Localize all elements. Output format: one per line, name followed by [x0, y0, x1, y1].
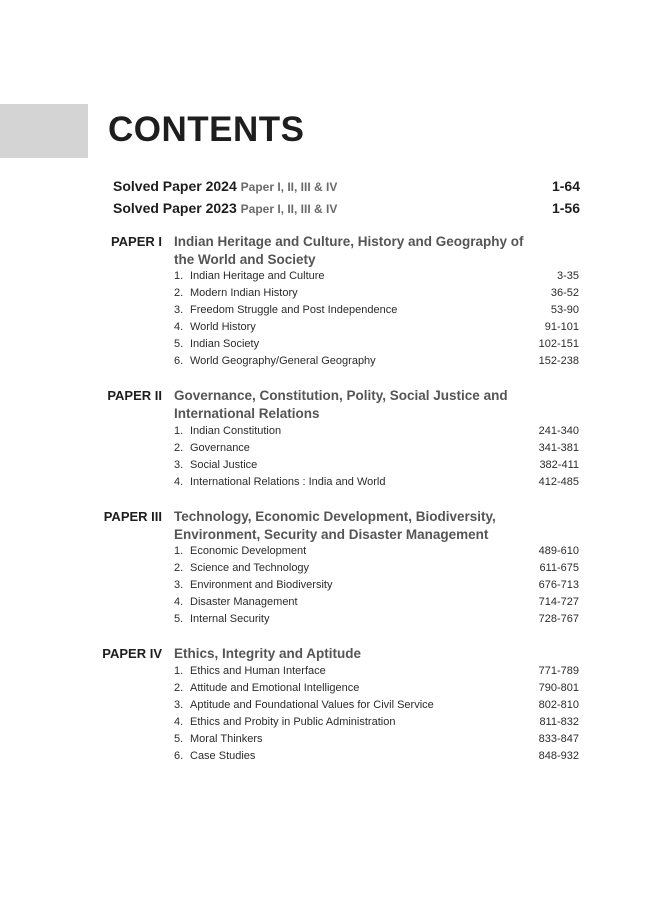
chapter-row[interactable]	[174, 680, 579, 697]
chapter-pages: 790-801	[538, 682, 579, 694]
paper-heading-line: Governance, Constitution, Polity, Social Justice and	[174, 388, 508, 403]
chapter-number: 3.	[174, 459, 184, 471]
paper-2-label: PAPER II	[107, 388, 162, 403]
solved-paper-pages: 1-64	[551, 178, 580, 194]
chapter-title: Aptitude and Foundational Values for Civil Service	[190, 699, 434, 711]
chapter-title: Indian Heritage and Culture	[190, 270, 325, 282]
chapter-number: 1.	[174, 545, 184, 557]
chapter-row[interactable]	[174, 285, 579, 302]
chapter-pages: 3-35	[556, 270, 579, 282]
chapter-row[interactable]	[174, 440, 579, 457]
paper-heading-line: Indian Heritage and Culture, History and Geography of	[174, 234, 524, 249]
paper-4-heading	[174, 645, 544, 663]
paper-heading-line: the World and Society	[174, 252, 316, 267]
chapter-title: Freedom Struggle and Post Independence	[190, 304, 398, 316]
solved-paper-sub: Paper I, II, III & IV	[240, 202, 338, 216]
chapter-title: Governance	[190, 442, 250, 454]
chapter-row[interactable]	[174, 457, 579, 474]
paper-heading-line: International Relations	[174, 406, 320, 421]
paper-heading-line: Environment, Security and Disaster Management	[174, 527, 489, 542]
chapter-title: Economic Development	[190, 545, 307, 557]
chapter-title: Case Studies	[190, 750, 256, 762]
chapter-pages: 91-101	[544, 321, 579, 333]
chapter-number: 2.	[174, 682, 184, 694]
chapter-number: 6.	[174, 750, 184, 762]
solved-paper-2023-row[interactable]	[113, 200, 580, 216]
solved-paper-pages: 1-56	[551, 200, 580, 216]
paper-3-heading	[174, 508, 544, 544]
solved-paper-label: Solved Paper 2024	[113, 178, 237, 194]
chapter-row[interactable]	[174, 697, 579, 714]
chapter-pages: 241-340	[538, 425, 579, 437]
chapter-row[interactable]	[174, 731, 579, 748]
paper-3-label: PAPER III	[103, 509, 162, 524]
chapter-row[interactable]	[174, 353, 579, 370]
chapter-title: Environment and Biodiversity	[190, 579, 333, 591]
chapter-number: 5.	[174, 613, 184, 625]
chapter-pages: 36-52	[550, 287, 579, 299]
chapter-title: Modern Indian History	[190, 287, 298, 299]
chapter-title: Ethics and Probity in Public Administration	[190, 716, 396, 728]
page-title: CONTENTS	[108, 110, 305, 149]
paper-heading-line: Ethics, Integrity and Aptitude	[174, 646, 362, 661]
chapter-title: Disaster Management	[190, 596, 298, 608]
chapter-title: Internal Security	[190, 613, 270, 625]
chapter-title: Indian Constitution	[190, 425, 282, 437]
chapter-pages: 611-675	[539, 562, 579, 574]
chapter-row[interactable]	[174, 663, 579, 680]
chapter-number: 2.	[174, 442, 184, 454]
chapter-pages: 152-238	[538, 355, 579, 367]
chapter-number: 4.	[174, 596, 184, 608]
chapter-number: 3.	[174, 304, 184, 316]
chapter-number: 4.	[174, 321, 184, 333]
chapter-pages: 382-411	[539, 459, 579, 471]
chapter-title: Ethics and Human Interface	[190, 665, 326, 677]
chapter-row[interactable]	[174, 319, 579, 336]
paper-heading-line: Technology, Economic Development, Biodiversity,	[174, 509, 496, 524]
chapter-title: Social Justice	[190, 459, 258, 471]
chapter-pages: 848-932	[538, 750, 579, 762]
chapter-number: 6.	[174, 355, 184, 367]
chapter-row[interactable]	[174, 302, 579, 319]
chapter-number: 1.	[174, 270, 184, 282]
chapter-number: 4.	[174, 716, 184, 728]
chapter-pages: 802-810	[538, 699, 579, 711]
paper-2-heading	[174, 387, 544, 423]
chapter-title: World History	[190, 321, 256, 333]
chapter-title: Indian Society	[190, 338, 260, 350]
chapter-row[interactable]	[174, 594, 579, 611]
chapter-pages: 676-713	[538, 579, 579, 591]
chapter-row[interactable]	[174, 474, 579, 491]
chapter-title: International Relations : India and World	[190, 476, 386, 488]
chapter-number: 4.	[174, 476, 184, 488]
chapter-pages: 771-789	[538, 665, 579, 677]
chapter-pages: 714-727	[538, 596, 579, 608]
chapter-number: 2.	[174, 562, 184, 574]
chapter-row[interactable]	[174, 611, 579, 628]
chapter-row[interactable]	[174, 543, 579, 560]
chapter-pages: 102-151	[538, 338, 579, 350]
chapter-pages: 833-847	[538, 733, 579, 745]
solved-paper-2024-row[interactable]	[113, 178, 580, 194]
solved-paper-label: Solved Paper 2023	[113, 200, 237, 216]
chapter-title: Attitude and Emotional Intelligence	[190, 682, 360, 694]
paper-1-label: PAPER I	[110, 234, 162, 249]
chapter-number: 1.	[174, 425, 184, 437]
chapter-pages: 811-832	[539, 716, 579, 728]
paper-4-label: PAPER IV	[102, 646, 162, 661]
chapter-pages: 412-485	[538, 476, 579, 488]
chapter-number: 2.	[174, 287, 184, 299]
chapter-title: World Geography/General Geography	[190, 355, 376, 367]
chapter-pages: 728-767	[538, 613, 579, 625]
paper-1-heading	[174, 233, 544, 269]
chapter-row[interactable]	[174, 714, 579, 731]
solved-paper-sub: Paper I, II, III & IV	[240, 180, 338, 194]
chapter-row[interactable]	[174, 577, 579, 594]
chapter-row[interactable]	[174, 560, 579, 577]
chapter-number: 5.	[174, 733, 184, 745]
chapter-pages: 489-610	[538, 545, 579, 557]
chapter-row[interactable]	[174, 423, 579, 440]
chapter-number: 3.	[174, 699, 184, 711]
header-tab-block	[0, 104, 88, 158]
chapter-row[interactable]	[174, 748, 579, 765]
chapter-pages: 53-90	[550, 304, 579, 316]
chapter-row[interactable]	[174, 268, 579, 285]
chapter-row[interactable]	[174, 336, 579, 353]
chapter-number: 5.	[174, 338, 184, 350]
chapter-title: Science and Technology	[190, 562, 310, 574]
chapter-number: 1.	[174, 665, 184, 677]
chapter-number: 3.	[174, 579, 184, 591]
chapter-title: Moral Thinkers	[190, 733, 263, 745]
chapter-pages: 341-381	[538, 442, 579, 454]
